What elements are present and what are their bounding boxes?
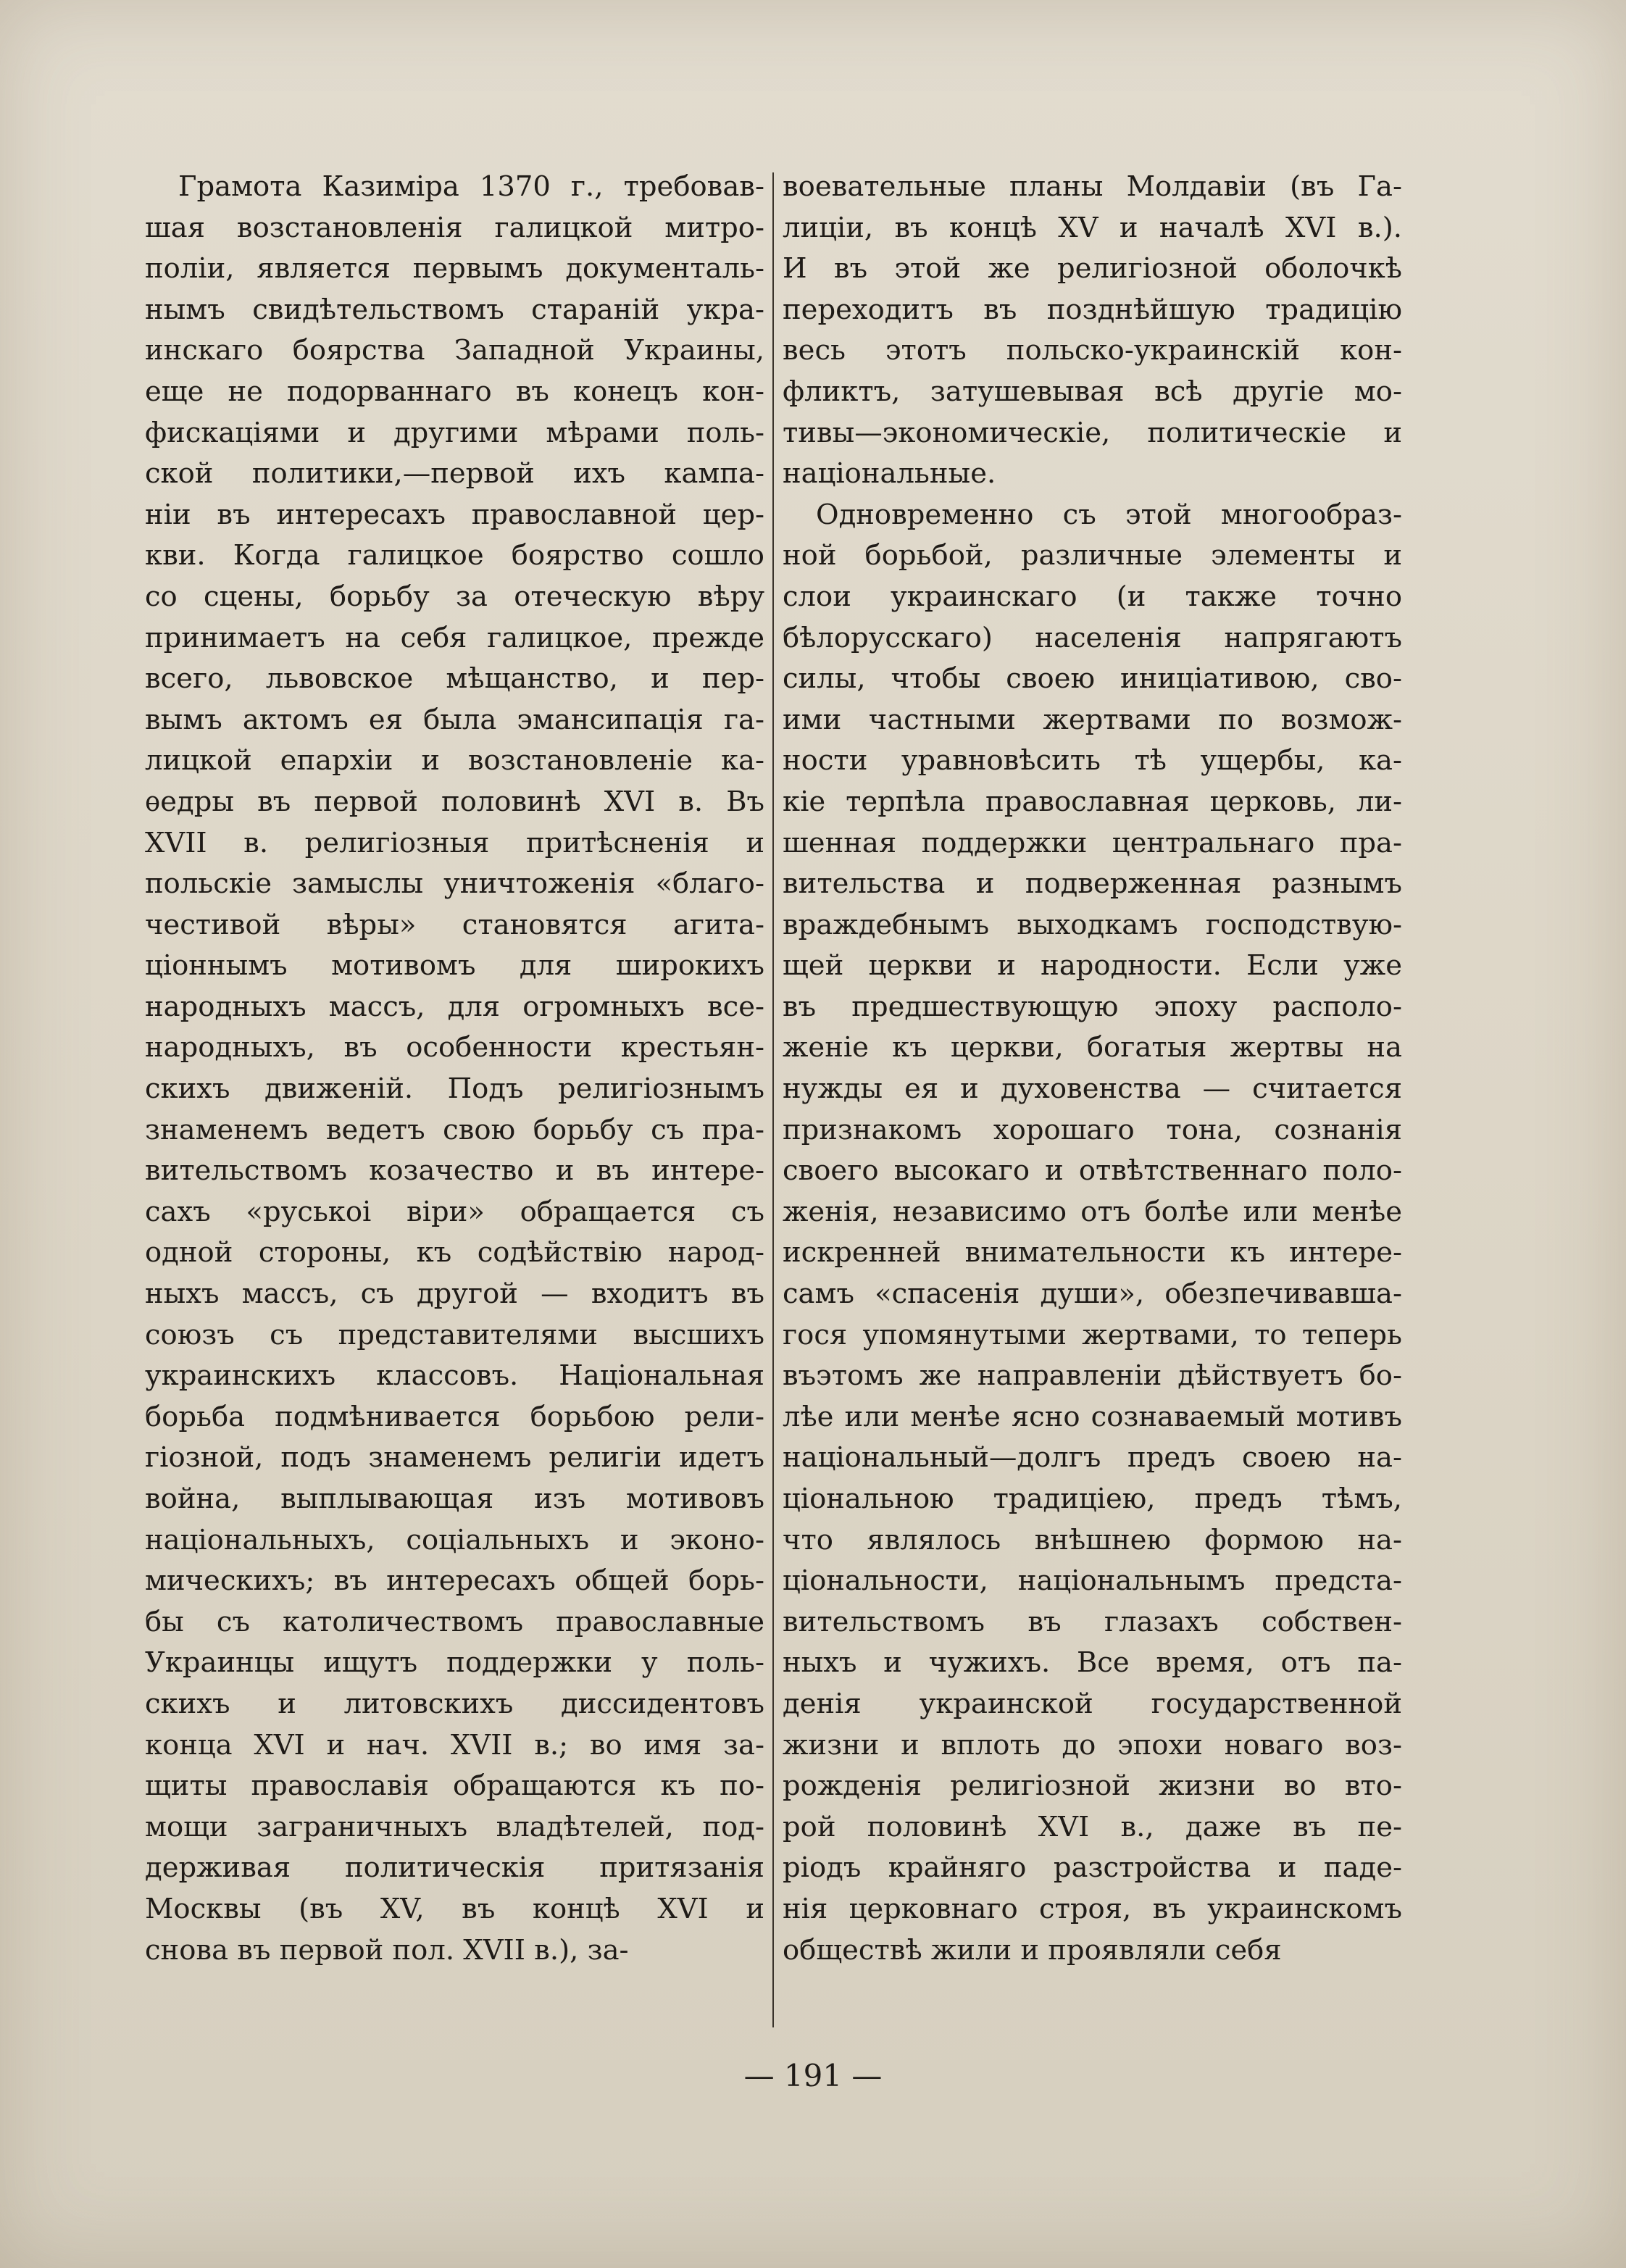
text-line: обществѣ жили и проявляли себя — [783, 1933, 1282, 1967]
text-line: нымъ свидѣтельствомъ стараній укра- — [145, 293, 764, 326]
text-line: самъ «спасенія души», обезпечивавша- — [783, 1277, 1402, 1311]
text-line: народныхъ массъ, для огромныхъ все- — [145, 990, 764, 1023]
text-line: ской политики,—первой ихъ кампа- — [145, 457, 764, 491]
text-line: вительства и подверженная разнымъ — [783, 867, 1402, 901]
text-line: воевательные планы Молдавіи (въ Га- — [783, 170, 1402, 203]
text-line: вительствомъ козачество и въ интере- — [145, 1154, 764, 1188]
text-line: своего высокаго и отвѣтственнаго поло- — [783, 1154, 1402, 1188]
text-line: польскіе замыслы уничтоженія «благо- — [145, 867, 764, 901]
text-line: женія, независимо отъ болѣе или менѣе — [783, 1195, 1402, 1228]
text-line: кви. Когда галицкое боярство сошло — [145, 539, 764, 572]
text-line: XVII в. религіозныя притѣсненія и — [145, 826, 764, 859]
text-line: женіе къ церкви, богатыя жертвы на — [783, 1031, 1402, 1064]
text-line: ѳедры въ первой половинѣ XVI в. Въ — [145, 785, 764, 818]
text-line: силы, чтобы своею иниціативою, сво- — [783, 662, 1402, 696]
text-line: скихъ и литовскихъ диссидентовъ — [145, 1687, 764, 1720]
text-line: вымъ актомъ ея была эмансипація га- — [145, 703, 764, 736]
text-line: въ предшествующую эпоху располо- — [783, 990, 1402, 1023]
text-line: фликтъ, затушевывая всѣ другіе мо- — [783, 375, 1402, 408]
text-line: еще не подорваннаго въ конецъ кон- — [145, 375, 764, 408]
text-line: щиты православія обращаются къ по- — [145, 1769, 764, 1803]
text-line: бѣлорусскаго) населенія напрягаютъ — [783, 621, 1402, 654]
text-line: мощи заграничныхъ владѣтелей, под- — [145, 1810, 764, 1843]
text-line: ріодъ крайняго разстройства и паде- — [783, 1851, 1402, 1885]
text-line: знаменемъ ведетъ свою борьбу съ пра- — [145, 1113, 764, 1146]
right-text-column — [783, 167, 1402, 1971]
text-line: поліи, является первымъ документаль- — [145, 252, 764, 285]
text-line: признакомъ хорошаго тона, сознанія — [783, 1113, 1402, 1146]
text-line: національный—долгъ предъ своею на- — [783, 1441, 1402, 1475]
left-text-column — [145, 167, 764, 1971]
text-line: всего, львовское мѣщанство, и пер- — [145, 662, 764, 696]
text-line: шая возстановленія галицкой митро- — [145, 211, 764, 244]
text-line: нія церковнаго строя, въ украинскомъ — [783, 1892, 1402, 1925]
text-line: лицкой епархіи и возстановленіе ка- — [145, 744, 764, 777]
text-line: въэтомъ же направленіи дѣйствуетъ бо- — [783, 1359, 1402, 1393]
text-line: сахъ «руськоі віри» обращается съ — [145, 1195, 764, 1228]
text-line: переходитъ въ позднѣйшую традицію — [783, 293, 1402, 326]
text-line: лиціи, въ концѣ XV и началѣ XVI в.). — [783, 211, 1402, 244]
text-line: ціоннымъ мотивомъ для широкихъ — [145, 949, 764, 983]
text-line: вительствомъ въ глазахъ собствен- — [783, 1605, 1402, 1638]
text-line: снова въ первой пол. XVII в.), за- — [145, 1933, 629, 1967]
text-line: фискаціями и другими мѣрами поль- — [145, 416, 764, 449]
text-line: инскаго боярства Западной Украины, — [145, 334, 764, 367]
text-line: національныхъ, соціальныхъ и эконо- — [145, 1523, 764, 1556]
text-line: скихъ движеній. Подъ религіознымъ — [145, 1072, 764, 1106]
text-line: бы съ католичествомъ православные — [145, 1605, 764, 1638]
text-line: борьба подмѣнивается борьбою рели- — [145, 1400, 764, 1433]
text-line: весь этотъ польско-украинскій кон- — [783, 334, 1402, 367]
text-line: рожденія религіозной жизни во вто- — [783, 1769, 1402, 1803]
text-line: національные. — [783, 457, 996, 491]
text-line: ціональности, національнымъ предста- — [783, 1564, 1402, 1598]
text-line: мическихъ; въ интересахъ общей борь- — [145, 1564, 764, 1598]
text-line: нужды ея и духовенства — считается — [783, 1072, 1402, 1106]
text-line: лѣе или менѣе ясно сознаваемый мотивъ — [783, 1400, 1402, 1433]
text-line: ныхъ и чужихъ. Все время, отъ па- — [783, 1646, 1402, 1680]
text-line: конца XVI и нач. XVII в.; во имя за- — [145, 1728, 764, 1762]
page-number: — 191 — — [743, 2058, 883, 2093]
text-line: со сцены, борьбу за отеческую вѣру — [145, 580, 764, 613]
text-line: ныхъ массъ, съ другой — входитъ въ — [145, 1277, 764, 1311]
text-line: шенная поддержки центральнаго пра- — [783, 826, 1402, 859]
text-line: денія украинской государственной — [783, 1687, 1402, 1720]
text-line: ими частными жертвами по возмож- — [783, 703, 1402, 736]
text-line: народныхъ, въ особенности крестьян- — [145, 1031, 764, 1064]
text-line: враждебнымъ выходкамъ господствую- — [783, 908, 1402, 941]
text-line: ности уравновѣсить тѣ ущербы, ка- — [783, 744, 1402, 777]
text-line: война, выплывающая изъ мотивовъ — [145, 1483, 764, 1515]
text-line: Москвы (въ XV, въ концѣ XVI и — [145, 1892, 764, 1925]
text-line: ной борьбой, различные элементы и — [783, 539, 1402, 572]
text-line: гіозной, подъ знаменемъ религіи идетъ — [145, 1441, 764, 1475]
text-line: искренней внимательности къ интере- — [783, 1236, 1402, 1270]
text-line: союзъ съ представителями высшихъ — [145, 1318, 764, 1351]
text-line: слои украинскаго (и также точно — [783, 580, 1402, 613]
text-line: жизни и вплоть до эпохи новаго воз- — [783, 1728, 1402, 1762]
text-line: ніи въ интересахъ православной цер- — [145, 498, 764, 531]
text-line: украинскихъ классовъ. Національная — [145, 1359, 764, 1393]
text-line: ціональною традиціею, предъ тѣмъ, — [783, 1483, 1402, 1515]
text-line: тивы—экономическіе, политическіе и — [783, 416, 1402, 449]
text-line: держивая политическія притязанія — [145, 1851, 764, 1885]
text-line: Украинцы ищутъ поддержки у поль- — [145, 1646, 764, 1680]
column-divider — [772, 172, 774, 2027]
text-line: честивой вѣры» становятся агита- — [145, 908, 764, 941]
text-line: Одновременно съ этой многообраз- — [816, 498, 1402, 531]
text-line: рой половинѣ XVI в., даже въ пе- — [783, 1810, 1402, 1843]
text-line: Грамота Казиміра 1370 г., требовав- — [178, 170, 764, 203]
text-line: щей церкви и народности. Если уже — [783, 949, 1402, 983]
text-line: И въ этой же религіозной оболочкѣ — [783, 252, 1402, 285]
text-line: кіе терпѣла православная церковь, ли- — [783, 785, 1402, 818]
text-line: принимаетъ на себя галицкое, прежде — [145, 621, 764, 654]
text-line: одной стороны, къ содѣйствію народ- — [145, 1236, 764, 1270]
text-line: что являлось внѣшнею формою на- — [783, 1523, 1402, 1556]
text-line: гося упомянутыми жертвами, то теперь — [783, 1318, 1402, 1351]
